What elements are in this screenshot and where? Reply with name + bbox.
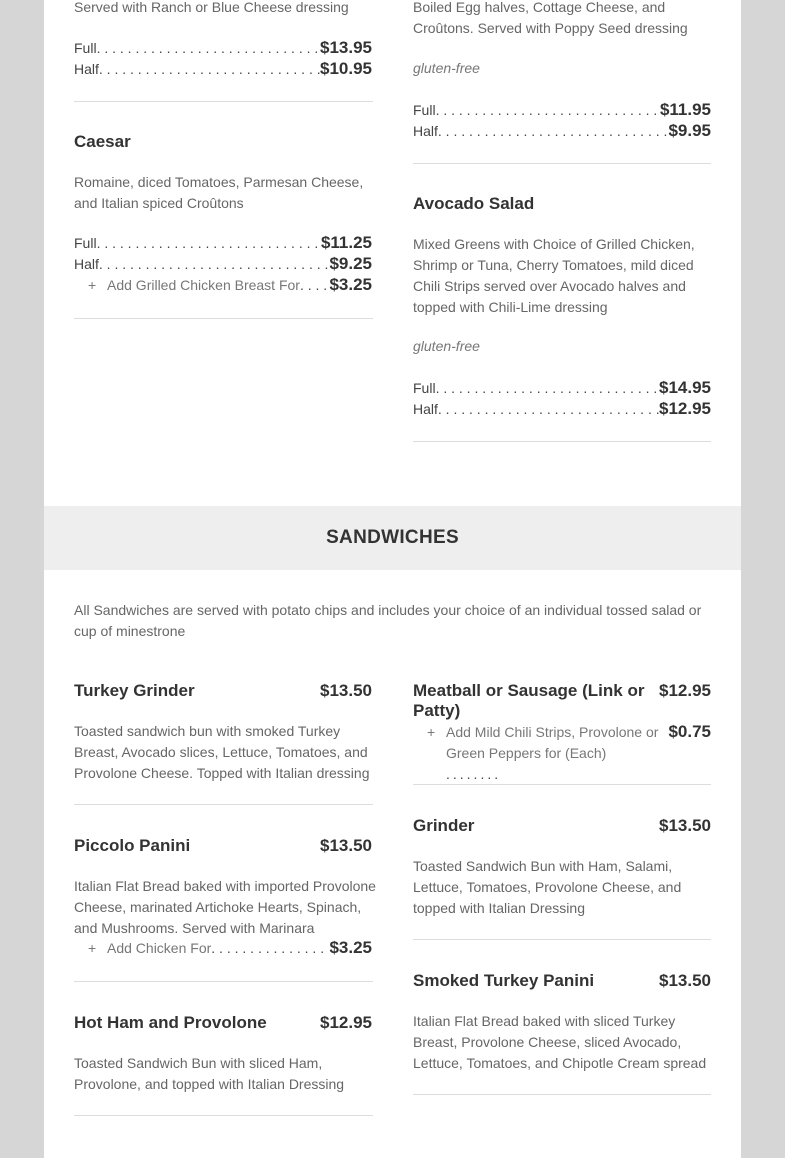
leader-dots <box>436 102 660 118</box>
smoked-turkey-price: $13.50 <box>659 971 711 990</box>
leader-dots <box>438 401 659 417</box>
price: $13.95 <box>320 38 372 57</box>
smoked-turkey-title: Smoked Turkey Panini <box>413 971 595 990</box>
grinder-price: $13.50 <box>659 816 711 835</box>
chef-salad-description: Served with Ranch or Blue Cheese dressing <box>74 0 349 15</box>
leader-dots <box>438 123 669 139</box>
leader-dots <box>99 256 330 272</box>
caesar-title: Caesar <box>74 132 131 151</box>
grinder-title: Grinder <box>413 816 475 835</box>
piccolo-panini-description: Italian Flat Bread baked with imported Provolone Cheese, marinated Artichoke Hearts, Spinach, and Mushrooms. Served with Marinara <box>74 878 376 936</box>
piccolo-panini-price: $13.50 <box>320 836 372 855</box>
leader-dots <box>300 277 329 293</box>
plus-icon: + <box>427 724 436 740</box>
leader-dots <box>436 380 659 396</box>
sandwiches-section-header <box>44 506 741 570</box>
grinder-description: Toasted Sandwich Bun with Ham, Salami, Lettuce, Tomatoes, Provolone Cheese, and topped with Italian Dressing <box>413 858 682 916</box>
divider <box>413 784 711 785</box>
divider <box>74 981 373 982</box>
divider <box>74 804 373 805</box>
avocado-full-row <box>413 378 711 399</box>
meatball-addon-row <box>413 722 713 782</box>
price: $10.95 <box>320 59 372 78</box>
addon-label: Add Grilled Chicken Breast For <box>107 277 300 293</box>
menu-page <box>44 0 741 1158</box>
size-label: Full <box>413 102 436 118</box>
hot-ham-description: Toasted Sandwich Bun with sliced Ham, Provolone, and topped with Italian Dressing <box>74 1055 345 1092</box>
price: $3.25 <box>329 275 372 294</box>
size-label: Half <box>413 401 438 417</box>
turkey-grinder-description: Toasted sandwich bun with smoked Turkey Breast, Avocado slices, Lettuce, Tomatoes, and Provolone Cheese. Topped with Italian dressing <box>74 723 370 781</box>
price: $14.95 <box>659 378 711 397</box>
leader-dots <box>211 940 329 956</box>
divider <box>413 441 711 442</box>
cobb-gluten-free: gluten-free <box>413 60 480 76</box>
addon-label: Add Chicken For <box>107 940 212 956</box>
price: $11.25 <box>320 233 372 252</box>
divider <box>413 939 711 940</box>
avocado-half-row <box>413 399 711 420</box>
cobb-full-row <box>413 100 711 121</box>
turkey-grinder-title: Turkey Grinder <box>74 681 195 700</box>
leader-dots: ........ <box>446 766 502 782</box>
chef-full-row <box>74 38 372 59</box>
plus-icon: + <box>88 940 97 956</box>
leader-dots <box>97 235 321 251</box>
addon-label: Add Mild Chili Strips, Provolone or Green Peppers for (Each) <box>446 724 659 761</box>
size-label: Full <box>74 40 97 56</box>
divider <box>413 163 711 164</box>
cobb-salad-description: Boiled Egg halves, Cottage Cheese, and Croûtons. Served with Poppy Seed dressing <box>413 0 688 36</box>
divider <box>74 1115 373 1116</box>
section-title: SANDWICHES <box>326 527 459 548</box>
piccolo-addon-row <box>74 938 372 959</box>
price: $0.75 <box>668 722 711 741</box>
chef-half-row <box>74 59 372 80</box>
leader-dots <box>99 61 320 77</box>
divider <box>74 318 373 319</box>
size-label: Half <box>413 123 438 139</box>
sandwiches-intro: All Sandwiches are served with potato chips and includes your choice of an individual tossed salad or cup of minestrone <box>74 602 702 639</box>
size-label: Half <box>74 61 99 77</box>
avocado-description: Mixed Greens with Choice of Grilled Chicken, Shrimp or Tuna, Cherry Tomatoes, mild diced Chili Strips served over Avocado halves and topped with Chili-Lime dressing <box>413 236 695 315</box>
divider <box>74 101 373 102</box>
price: $9.25 <box>329 254 372 273</box>
turkey-grinder-price: $13.50 <box>320 681 372 700</box>
caesar-half-row <box>74 254 372 275</box>
piccolo-panini-title: Piccolo Panini <box>74 836 191 855</box>
divider <box>413 1094 711 1095</box>
leader-dots <box>97 40 320 56</box>
caesar-addon-row <box>74 275 372 296</box>
avocado-gluten-free: gluten-free <box>413 338 480 354</box>
meatball-price: $12.95 <box>659 681 711 700</box>
hot-ham-title: Hot Ham and Provolone <box>74 1013 267 1032</box>
smoked-turkey-description: Italian Flat Bread baked with sliced Turkey Breast, Provolone Cheese, sliced Avocado, Lettuce, Tomatoes, and Chipotle Cream spread <box>413 1013 707 1071</box>
price: $3.25 <box>329 938 372 957</box>
caesar-description: Romaine, diced Tomatoes, Parmesan Cheese, and Italian spiced Croûtons <box>74 174 364 211</box>
size-label: Half <box>74 256 99 272</box>
meatball-title: Meatball or Sausage (Link or Patty) <box>413 681 645 720</box>
size-label: Full <box>74 235 97 251</box>
size-label: Full <box>413 380 436 396</box>
price: $9.95 <box>668 121 711 140</box>
price: $11.95 <box>659 100 711 119</box>
cobb-half-row <box>413 121 711 142</box>
plus-icon: + <box>88 277 97 293</box>
caesar-full-row <box>74 233 372 254</box>
hot-ham-price: $12.95 <box>320 1013 372 1032</box>
avocado-title: Avocado Salad <box>413 194 535 213</box>
price: $12.95 <box>659 399 711 418</box>
